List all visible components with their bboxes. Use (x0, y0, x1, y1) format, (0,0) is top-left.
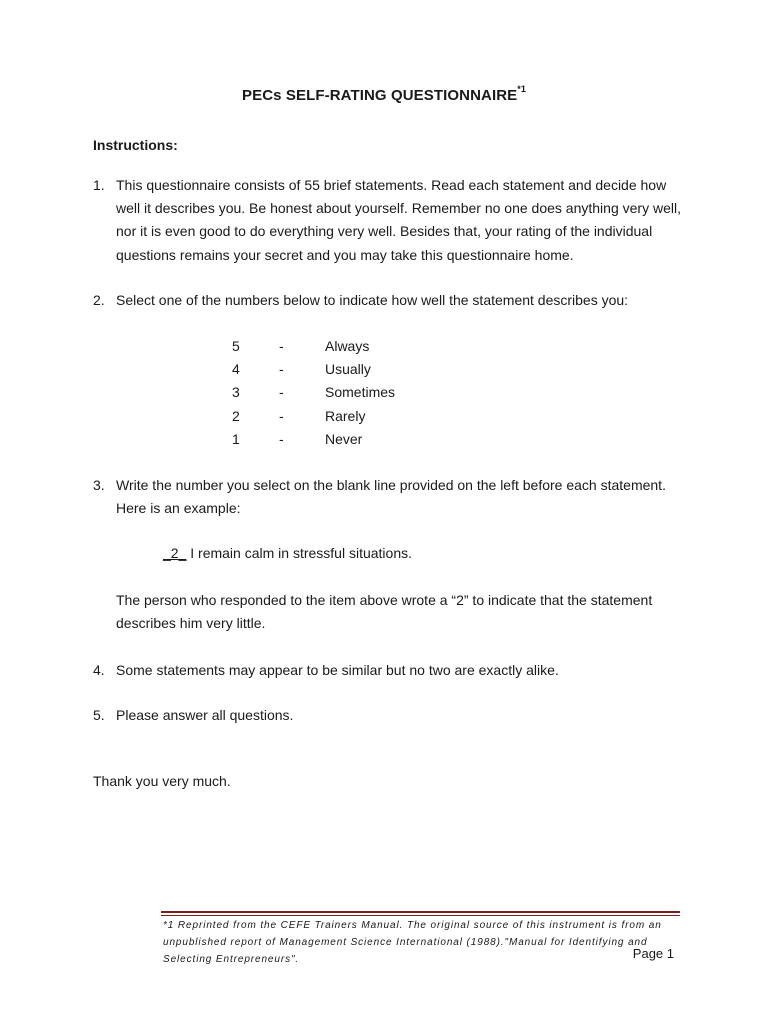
scale-row (232, 381, 432, 404)
footer-rule (161, 911, 680, 913)
example-explanation: The person who responded to the item above wrote a “2” to indicate that the statement describes him very little. (116, 592, 653, 632)
item-number: 2. (93, 292, 105, 308)
item-text: Select one of the numbers below to indicate how well the statement describes you: (116, 292, 629, 308)
example-statement (163, 542, 412, 565)
scale-value: 4 (232, 361, 240, 378)
scale-value: 5 (232, 338, 240, 354)
item-text: Please answer all questions. (116, 707, 294, 723)
item-text: Some statements may appear to be similar but no two are exactly alike. (116, 662, 559, 678)
scale-dash: - (279, 384, 284, 401)
example-statement-text: I remain calm in stressful situations. (186, 545, 412, 561)
scale-value: 1 (232, 430, 240, 447)
item-number: 5. (93, 707, 105, 723)
closing-text: Thank you very much. (93, 773, 231, 789)
item-text: Write the number you select on the blank line provided on the left before each statement. Here is an example: (116, 477, 666, 517)
scale-label: Rarely (325, 407, 366, 424)
item-number: 4. (93, 662, 105, 678)
scale-label: Never (325, 430, 363, 447)
item-text: This questionnaire consists of 55 brief statements. Read each statement and decide how well it describes you. Be honest about yourself. Remember no one does anything very well, nor it is even good to do everything very well. Besides that, your rating of the individual questions remains your secret and you may take this questionnaire home. (116, 177, 681, 263)
scale-row (232, 335, 432, 358)
scale-label: Sometimes (325, 384, 396, 401)
scale-value: 3 (232, 384, 240, 401)
scale-row (232, 428, 432, 451)
scale-label: Always (325, 338, 370, 354)
scale-dash: - (279, 361, 284, 378)
scale-row (232, 405, 432, 428)
scale-dash: - (279, 407, 284, 424)
rating-scale (232, 335, 432, 451)
item-number: 1. (93, 177, 105, 193)
footer-rule (161, 915, 680, 916)
scale-dash: - (279, 430, 284, 447)
page-number: Page 1 (632, 946, 674, 961)
title-text: PECs SELF-RATING QUESTIONNAIRE (242, 87, 518, 104)
scale-value: 2 (232, 407, 240, 424)
scale-row (232, 358, 432, 381)
footnote: *1 Reprinted from the CEFE Trainers Manual. The original source of this instrument is from an unpublished report of Management Science International (1988)."Manual for Identifying and Selecting Entrepreneurs". (163, 920, 662, 965)
scale-label: Usually (325, 361, 371, 378)
example-answer-blank: _2_ (163, 545, 187, 561)
scale-dash: - (279, 338, 284, 354)
item-number: 3. (93, 477, 105, 493)
instructions-heading: Instructions: (93, 137, 178, 153)
title-footnote-marker: *1 (517, 84, 526, 94)
page-title (0, 86, 768, 104)
